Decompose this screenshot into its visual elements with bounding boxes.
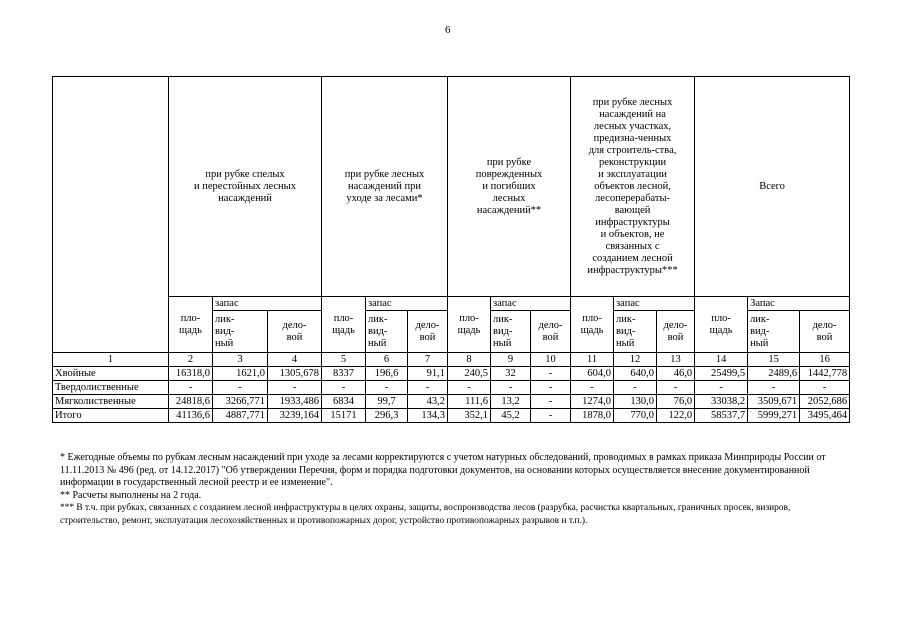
business-header: дело- вой bbox=[800, 311, 850, 353]
liquid-header: лик- вид- ный bbox=[748, 311, 800, 353]
table-cell: 134,3 bbox=[408, 409, 448, 423]
species-header-cell bbox=[53, 77, 169, 353]
table-cell: 770,0 bbox=[614, 409, 657, 423]
table-cell: - bbox=[571, 381, 614, 395]
stock-header: Запас bbox=[748, 297, 850, 311]
table-row bbox=[53, 409, 850, 423]
table-row bbox=[53, 381, 850, 395]
table-cell: 352,1 bbox=[448, 409, 491, 423]
table-cell: 99,7 bbox=[366, 395, 408, 409]
table-cell: - bbox=[531, 381, 571, 395]
area-header: пло- щадь bbox=[571, 297, 614, 353]
stock-header: запас bbox=[213, 297, 322, 311]
table-cell: 46,0 bbox=[657, 367, 695, 381]
table-cell: 1878,0 bbox=[571, 409, 614, 423]
table-cell: - bbox=[748, 381, 800, 395]
column-number: 9 bbox=[491, 353, 531, 367]
table-cell: 3266,771 bbox=[213, 395, 268, 409]
table-cell: 45,2 bbox=[491, 409, 531, 423]
group-header-tending: при рубке лесных насаждений при уходе за лесами* bbox=[322, 77, 448, 297]
table-cell: 296,3 bbox=[366, 409, 408, 423]
table-cell: - bbox=[322, 381, 366, 395]
table-row bbox=[53, 395, 850, 409]
table-cell: 33038,2 bbox=[695, 395, 748, 409]
table-cell: 32 bbox=[491, 367, 531, 381]
table-cell: - bbox=[800, 381, 850, 395]
business-header: дело- вой bbox=[408, 311, 448, 353]
area-header: пло- щадь bbox=[695, 297, 748, 353]
table-cell: 604,0 bbox=[571, 367, 614, 381]
column-number: 2 bbox=[169, 353, 213, 367]
group-header-total: Всего bbox=[695, 77, 850, 297]
table-cell: 6834 bbox=[322, 395, 366, 409]
area-header: пло- щадь bbox=[322, 297, 366, 353]
table-cell: 15171 bbox=[322, 409, 366, 423]
area-header: пло- щадь bbox=[448, 297, 491, 353]
group-header-mature: при рубке спелых и перестойных лесных насаждений bbox=[169, 77, 322, 297]
table-cell: 1933,486 bbox=[268, 395, 322, 409]
column-number: 1 bbox=[53, 353, 169, 367]
table-cell: - bbox=[531, 367, 571, 381]
table-cell: 111,6 bbox=[448, 395, 491, 409]
footnote-2: ** Расчеты выполнены на 2 года. bbox=[60, 489, 202, 501]
column-number: 16 bbox=[800, 353, 850, 367]
table-cell: - bbox=[448, 381, 491, 395]
table-cell: - bbox=[366, 381, 408, 395]
table-cell: - bbox=[169, 381, 213, 395]
column-number: 14 bbox=[695, 353, 748, 367]
species-name: Мягколиственные bbox=[53, 395, 169, 409]
table-cell: 43,2 bbox=[408, 395, 448, 409]
table-cell: 16318,0 bbox=[169, 367, 213, 381]
table-cell: - bbox=[614, 381, 657, 395]
table-cell: 1274,0 bbox=[571, 395, 614, 409]
table-cell: 240,5 bbox=[448, 367, 491, 381]
column-number: 3 bbox=[213, 353, 268, 367]
table-cell: 2489,6 bbox=[748, 367, 800, 381]
table-cell: 1442,778 bbox=[800, 367, 850, 381]
group-header-construction: при рубке лесных насаждений на лесных участках, предизна-ченных для строитель-ства, реконструкции и эксплуатации объектов лесной, лесоперерабаты- вающей инфраструктуры и объектов, не связанных с созданием лесной инфраструктуры*** bbox=[571, 77, 695, 297]
table-cell: 91,1 bbox=[408, 367, 448, 381]
liquid-header: лик- вид- ный bbox=[366, 311, 408, 353]
species-name: Итого bbox=[53, 409, 169, 423]
liquid-header: лик- вид- ный bbox=[614, 311, 657, 353]
column-number: 8 bbox=[448, 353, 491, 367]
table-cell: 3509,671 bbox=[748, 395, 800, 409]
table-cell: 3495,464 bbox=[800, 409, 850, 423]
stock-header: запас bbox=[614, 297, 695, 311]
table-cell: - bbox=[695, 381, 748, 395]
table-cell: - bbox=[491, 381, 531, 395]
column-number: 5 bbox=[322, 353, 366, 367]
table-cell: 1621,0 bbox=[213, 367, 268, 381]
liquid-header: лик- вид- ный bbox=[213, 311, 268, 353]
table-row bbox=[53, 367, 850, 381]
table-cell: - bbox=[213, 381, 268, 395]
area-header: пло- щадь bbox=[169, 297, 213, 353]
species-name: Хвойные bbox=[53, 367, 169, 381]
business-header: дело- вой bbox=[531, 311, 571, 353]
table-cell: 122,0 bbox=[657, 409, 695, 423]
table-cell: 130,0 bbox=[614, 395, 657, 409]
table-cell: 5999,271 bbox=[748, 409, 800, 423]
column-number: 12 bbox=[614, 353, 657, 367]
table-cell: 640,0 bbox=[614, 367, 657, 381]
table-cell: 1305,678 bbox=[268, 367, 322, 381]
page-number: 6 bbox=[445, 24, 451, 36]
stock-header: запас bbox=[366, 297, 448, 311]
table-cell: 24818,6 bbox=[169, 395, 213, 409]
table-cell: - bbox=[657, 381, 695, 395]
column-number: 7 bbox=[408, 353, 448, 367]
species-name: Твердолиственные bbox=[53, 381, 169, 395]
table-cell: - bbox=[408, 381, 448, 395]
column-number: 4 bbox=[268, 353, 322, 367]
column-number: 13 bbox=[657, 353, 695, 367]
footnote-3: *** В т.ч. при рубках, связанных с созданием лесной инфраструктуры в целях охраны, защиты, воспроизводства лесов (разрубка, расчистка квартальных, граничных просек, визиров, строительство, ремонт, эксплуатация лесохозяйственных и противопожарных дорог, устройство противопожарных разрывов и т.п.). bbox=[60, 503, 791, 526]
group-header-damaged: при рубке поврежденных и погибших лесных насаждений** bbox=[448, 77, 571, 297]
business-header: дело- вой bbox=[268, 311, 322, 353]
table-cell: 41136,6 bbox=[169, 409, 213, 423]
table-cell: - bbox=[531, 409, 571, 423]
table-cell: 4887,771 bbox=[213, 409, 268, 423]
table-cell: 13,2 bbox=[491, 395, 531, 409]
column-number: 10 bbox=[531, 353, 571, 367]
column-number: 15 bbox=[748, 353, 800, 367]
column-number: 6 bbox=[366, 353, 408, 367]
table-cell: 76,0 bbox=[657, 395, 695, 409]
table-cell: - bbox=[268, 381, 322, 395]
column-number: 11 bbox=[571, 353, 614, 367]
table-cell: 25499,5 bbox=[695, 367, 748, 381]
stock-header: запас bbox=[491, 297, 571, 311]
table-cell: 58537,7 bbox=[695, 409, 748, 423]
business-header: дело- вой bbox=[657, 311, 695, 353]
table-cell: 196,6 bbox=[366, 367, 408, 381]
forest-volume-table bbox=[52, 76, 850, 423]
column-number-row bbox=[53, 353, 850, 367]
liquid-header: лик- вид- ный bbox=[491, 311, 531, 353]
footnote-1: * Ежегодные объемы по рубкам лесным насаждений при уходе за лесами корректируются с учетом натурных обследований, проводимых в рамках приказа Минприроды России от 11.11.2013 № 496 (ред. от 14.12.2017) "Об утверждении Перечня, форм и порядка подготовки документов, на основании которых осуществляется внесение документированной информации в государственный лесной реестр и ее изменение". bbox=[60, 452, 826, 488]
table-cell: 8337 bbox=[322, 367, 366, 381]
footnotes bbox=[60, 452, 850, 527]
table-cell: 2052,686 bbox=[800, 395, 850, 409]
table-cell: 3239,164 bbox=[268, 409, 322, 423]
table-cell: - bbox=[531, 395, 571, 409]
